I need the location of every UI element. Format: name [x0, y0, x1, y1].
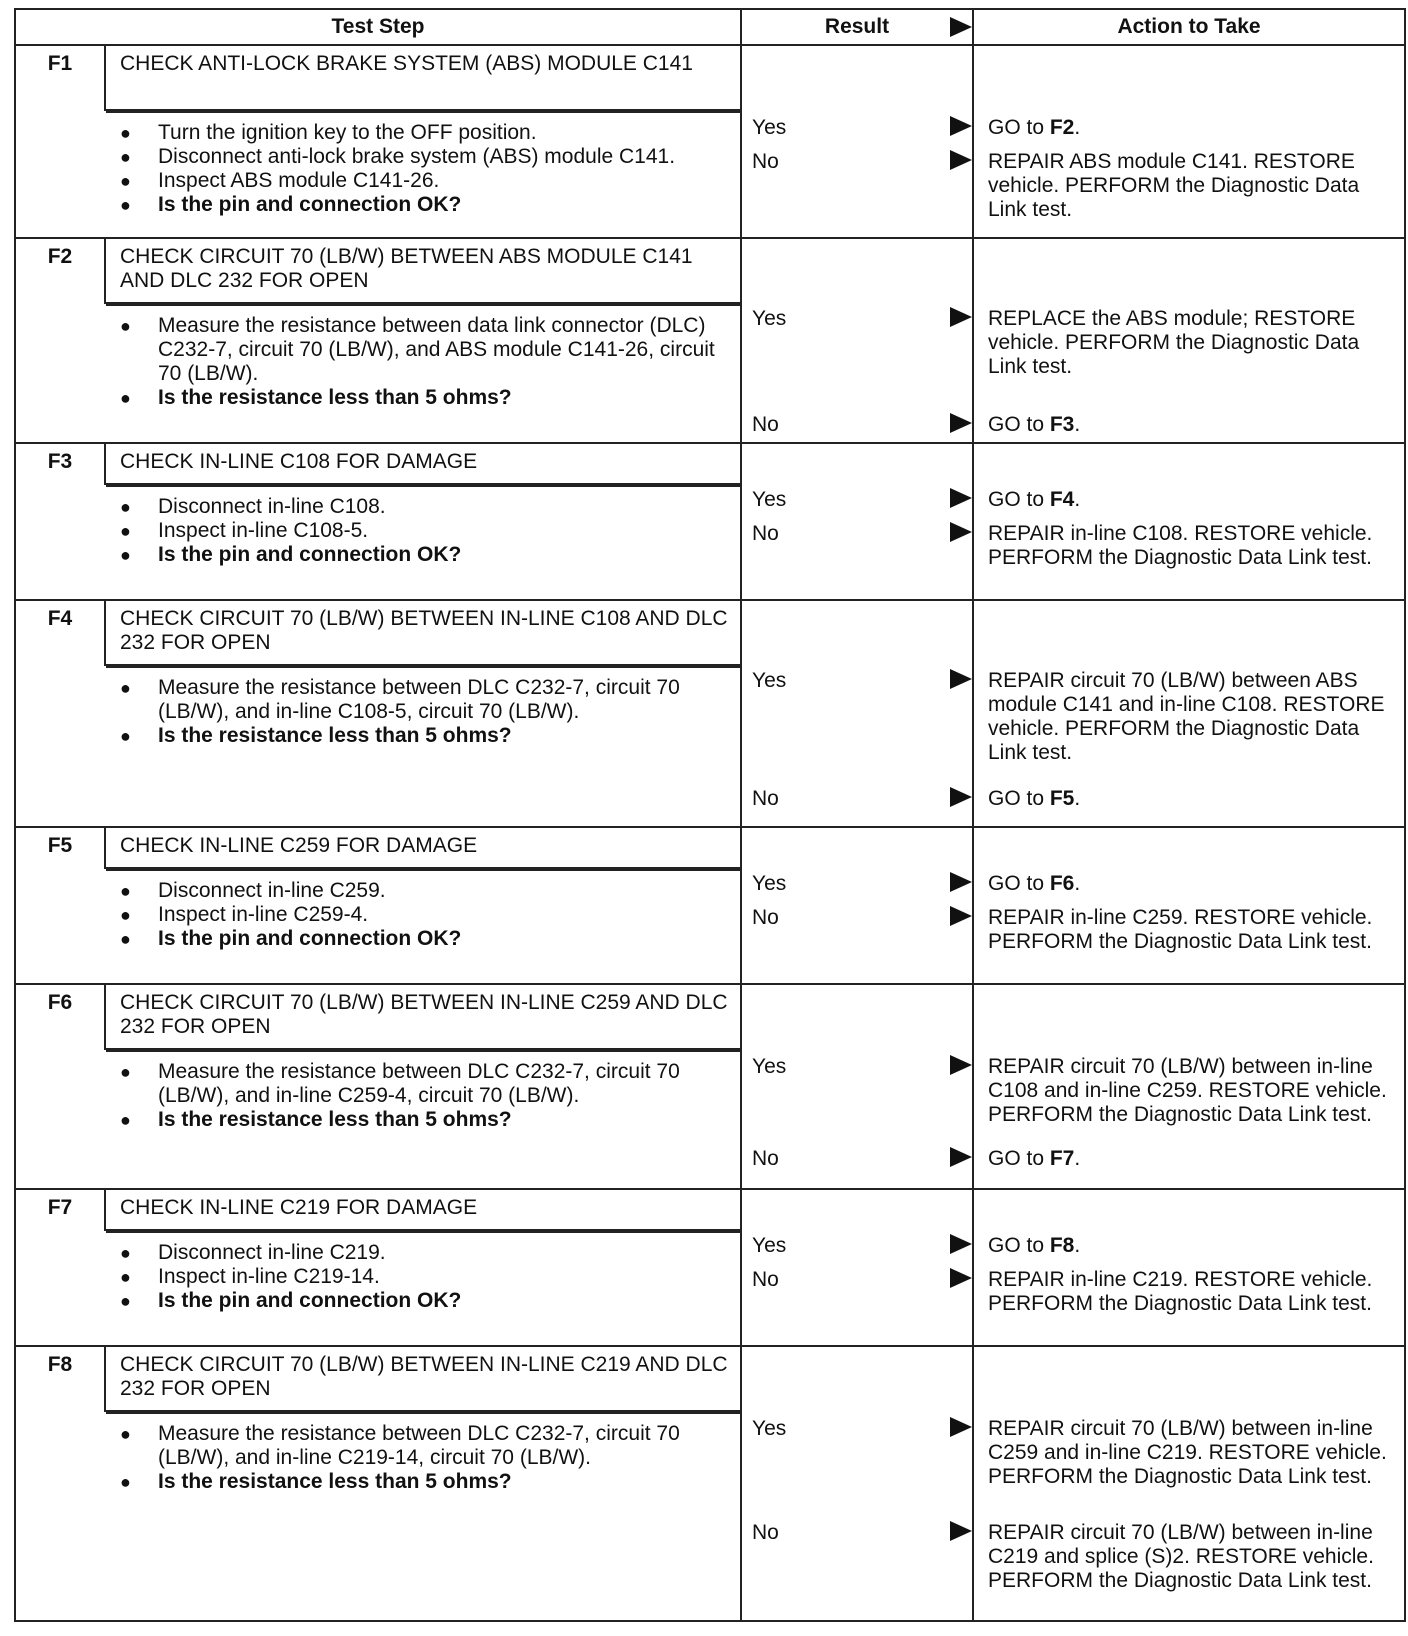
action-cell	[973, 1189, 1405, 1346]
result-no: No	[752, 522, 779, 545]
result-yes: Yes	[752, 669, 787, 692]
procedure-item: ● Measure the resistance between DLC C232-7, circuit 70 (LB/W), and in-line C219-14, circuit 70 (LB/W).	[158, 1422, 730, 1470]
result-cell	[741, 600, 973, 827]
step-id: F2	[15, 238, 105, 303]
goto-step-link: F5	[1049, 787, 1075, 810]
action-text: REPAIR in-line C108. RESTORE vehicle. PERFORM the Diagnostic Data Link test.	[988, 522, 1373, 569]
action-text: GO to F6.	[988, 872, 1081, 895]
result-no: No	[752, 413, 779, 436]
procedure-question: ● Is the resistance less than 5 ohms?	[158, 1108, 730, 1132]
header-test-step: Test Step	[15, 9, 741, 45]
step-procedure	[15, 665, 741, 827]
action-cell	[973, 238, 1405, 443]
step-id: F3	[15, 443, 105, 484]
step-procedure	[15, 1411, 741, 1621]
result-cell	[741, 45, 973, 238]
result-no: No	[752, 787, 779, 810]
step-title-row	[15, 1346, 1405, 1411]
result-no: No	[752, 150, 779, 173]
pinpoint-test-table	[14, 8, 1406, 1622]
action-text: REPAIR ABS module C141. RESTORE vehicle. PERFORM the Diagnostic Data Link test.	[988, 150, 1360, 221]
action-text: REPAIR circuit 70 (LB/W) between in-line C259 and in-line C219. RESTORE vehicle. PERFORM the Diagnostic Data Link test.	[988, 1417, 1387, 1488]
arrow-right-icon	[950, 150, 972, 170]
procedure-question: ● Is the resistance less than 5 ohms?	[158, 724, 730, 748]
procedure-item: ● Disconnect in-line C259.	[158, 879, 730, 903]
step-id: F4	[15, 600, 105, 665]
result-cell	[741, 827, 973, 984]
action-text: GO to F8.	[988, 1234, 1081, 1257]
header-result-label: Result	[824, 15, 890, 38]
goto-step-link: F2	[1049, 116, 1075, 139]
arrow-right-icon	[950, 1234, 972, 1254]
action-text: GO to F7.	[988, 1147, 1081, 1170]
action-text: GO to F4.	[988, 488, 1081, 511]
action-text: GO to F5.	[988, 787, 1081, 810]
procedure-question: ● Is the pin and connection OK?	[158, 193, 730, 217]
step-title: CHECK IN-LINE C259 FOR DAMAGE	[105, 827, 741, 868]
step-title: CHECK CIRCUIT 70 (LB/W) BETWEEN IN-LINE C219 AND DLC 232 FOR OPEN	[105, 1346, 741, 1411]
step-procedure	[15, 484, 741, 600]
arrow-right-icon	[950, 1521, 972, 1541]
step-id: F7	[15, 1189, 105, 1230]
result-no: No	[752, 1147, 779, 1170]
arrow-right-icon	[950, 488, 972, 508]
result-yes: Yes	[752, 307, 787, 330]
procedure-list	[106, 1414, 740, 1502]
result-no: No	[752, 906, 779, 929]
arrow-right-icon	[950, 413, 972, 433]
header-result	[741, 9, 973, 45]
procedure-item: ● Disconnect in-line C219.	[158, 1241, 730, 1265]
arrow-right-icon	[950, 906, 972, 926]
action-text: GO to F3.	[988, 413, 1081, 436]
header-action: Action to Take	[973, 9, 1405, 45]
arrow-right-icon	[950, 872, 972, 892]
step-title-row	[15, 1189, 1405, 1230]
step-procedure	[15, 868, 741, 984]
procedure-question: ● Is the pin and connection OK?	[158, 543, 730, 567]
goto-step-link: F7	[1049, 1147, 1075, 1170]
procedure-question: ● Is the pin and connection OK?	[158, 927, 730, 951]
procedure-item: ● Inspect in-line C219-14.	[158, 1265, 730, 1289]
procedure-list	[106, 306, 740, 418]
action-cell	[973, 1346, 1405, 1621]
step-title: CHECK IN-LINE C108 FOR DAMAGE	[105, 443, 741, 484]
step-title-row	[15, 600, 1405, 665]
procedure-item: ● Inspect in-line C259-4.	[158, 903, 730, 927]
goto-step-link: F4	[1049, 488, 1075, 511]
arrow-right-icon	[950, 1147, 972, 1167]
procedure-list	[106, 1233, 740, 1321]
step-title: CHECK ANTI-LOCK BRAKE SYSTEM (ABS) MODULE C141	[105, 45, 741, 110]
procedure-item: ● Disconnect anti-lock brake system (ABS) module C141.	[158, 145, 730, 169]
action-cell	[973, 600, 1405, 827]
step-title-row	[15, 238, 1405, 303]
action-text: GO to F2.	[988, 116, 1081, 139]
step-id: F8	[15, 1346, 105, 1411]
procedure-question: ● Is the resistance less than 5 ohms?	[158, 1470, 730, 1494]
result-cell	[741, 238, 973, 443]
procedure-item: ● Inspect ABS module C141-26.	[158, 169, 730, 193]
arrow-right-icon	[950, 1268, 972, 1288]
action-cell	[973, 45, 1405, 238]
action-text: REPAIR circuit 70 (LB/W) between in-line C219 and splice (S)2. RESTORE vehicle. PERFORM the Diagnostic Data Link test.	[988, 1521, 1374, 1592]
procedure-list	[106, 1052, 740, 1140]
result-yes: Yes	[752, 1234, 787, 1257]
result-yes: Yes	[752, 1417, 787, 1440]
arrow-right-icon	[950, 1417, 972, 1437]
arrow-right-icon	[950, 17, 972, 37]
step-procedure	[15, 303, 741, 443]
procedure-item: ● Turn the ignition key to the OFF position.	[158, 121, 730, 145]
procedure-list	[106, 668, 740, 756]
action-cell	[973, 443, 1405, 600]
arrow-right-icon	[950, 307, 972, 327]
arrow-right-icon	[950, 669, 972, 689]
step-procedure	[15, 1049, 741, 1189]
result-yes: Yes	[752, 116, 787, 139]
step-id: F6	[15, 984, 105, 1049]
procedure-item: ● Measure the resistance between data link connector (DLC) C232-7, circuit 70 (LB/W), and ABS module C141-26, circuit 70 (LB/W).	[158, 314, 730, 386]
goto-step-link: F6	[1049, 872, 1075, 895]
arrow-right-icon	[950, 116, 972, 136]
step-title: CHECK CIRCUIT 70 (LB/W) BETWEEN ABS MODULE C141 AND DLC 232 FOR OPEN	[105, 238, 741, 303]
result-yes: Yes	[752, 872, 787, 895]
procedure-item: ● Inspect in-line C108-5.	[158, 519, 730, 543]
procedure-list	[106, 871, 740, 959]
step-title-row	[15, 827, 1405, 868]
step-id: F5	[15, 827, 105, 868]
step-title-row	[15, 45, 1405, 110]
arrow-right-icon	[950, 787, 972, 807]
result-no: No	[752, 1521, 779, 1544]
result-cell	[741, 443, 973, 600]
step-procedure	[15, 1230, 741, 1346]
table-body	[15, 45, 1405, 1621]
action-text: REPAIR in-line C259. RESTORE vehicle. PERFORM the Diagnostic Data Link test.	[988, 906, 1373, 953]
step-title: CHECK CIRCUIT 70 (LB/W) BETWEEN IN-LINE C259 AND DLC 232 FOR OPEN	[105, 984, 741, 1049]
step-title-row	[15, 984, 1405, 1049]
step-title: CHECK IN-LINE C219 FOR DAMAGE	[105, 1189, 741, 1230]
arrow-right-icon	[950, 522, 972, 542]
result-cell	[741, 1189, 973, 1346]
diagnostic-table-page	[14, 8, 1406, 1620]
procedure-item: ● Measure the resistance between DLC C232-7, circuit 70 (LB/W), and in-line C108-5, circuit 70 (LB/W).	[158, 676, 730, 724]
procedure-item: ● Measure the resistance between DLC C232-7, circuit 70 (LB/W), and in-line C259-4, circuit 70 (LB/W).	[158, 1060, 730, 1108]
action-cell	[973, 827, 1405, 984]
procedure-question: ● Is the resistance less than 5 ohms?	[158, 386, 730, 410]
result-cell	[741, 984, 973, 1189]
action-text: REPAIR circuit 70 (LB/W) between ABS module C141 and in-line C108. RESTORE vehicle. PERFORM the Diagnostic Data Link test.	[988, 669, 1385, 764]
action-text: REPLACE the ABS module; RESTORE vehicle. PERFORM the Diagnostic Data Link test.	[988, 307, 1360, 378]
procedure-list	[106, 487, 740, 575]
procedure-item: ● Disconnect in-line C108.	[158, 495, 730, 519]
step-id: F1	[15, 45, 105, 110]
table-header-row	[15, 9, 1405, 45]
step-title-row	[15, 443, 1405, 484]
result-yes: Yes	[752, 1055, 787, 1078]
action-cell	[973, 984, 1405, 1189]
goto-step-link: F3	[1049, 413, 1075, 436]
procedure-list	[106, 113, 740, 225]
goto-step-link: F8	[1049, 1234, 1075, 1257]
result-yes: Yes	[752, 488, 787, 511]
action-text: REPAIR circuit 70 (LB/W) between in-line C108 and in-line C259. RESTORE vehicle. PERFORM the Diagnostic Data Link test.	[988, 1055, 1387, 1126]
action-text: REPAIR in-line C219. RESTORE vehicle. PERFORM the Diagnostic Data Link test.	[988, 1268, 1373, 1315]
step-title: CHECK CIRCUIT 70 (LB/W) BETWEEN IN-LINE C108 AND DLC 232 FOR OPEN	[105, 600, 741, 665]
procedure-question: ● Is the pin and connection OK?	[158, 1289, 730, 1313]
arrow-right-icon	[950, 1055, 972, 1075]
result-no: No	[752, 1268, 779, 1291]
step-procedure	[15, 110, 741, 238]
result-cell	[741, 1346, 973, 1621]
